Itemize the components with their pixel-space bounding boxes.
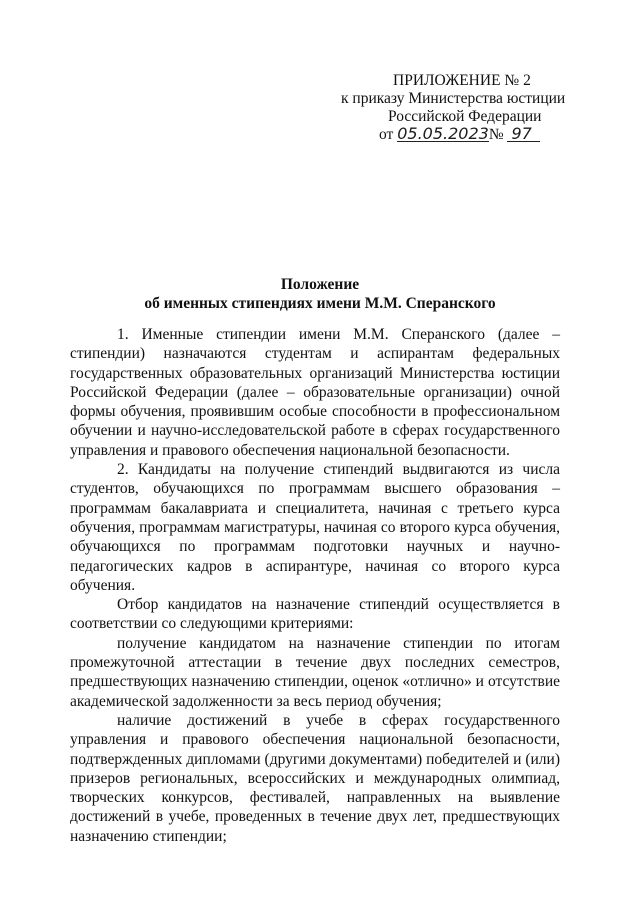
paragraph-5: наличие достижений в учебе в сферах государственного управления и правового обеспечения национальной безопасности, подтвержденных дипломами (другими документами) победителей и (или) призеров региональных, всероссийских и международных олимпиад, творческих конкурсов, фестивалей, направленных на выявление достижений в учебе, проведенных в течение двух лет, предшествующих назначению стипендии; [70,711,560,845]
annex-header [341,72,581,144]
paragraph-2: 2. Кандидаты на получение стипендий выдвигаются из числа студентов, обучающихся по программам высшего образования – программам бакалавриата и специалитета, начиная с третьего курса обучения, программам магистратуры, начиная со второго курса обучения, обучающихся по программам подготовки научных и научно-педагогических кадров в аспирантуре, начиная со второго курса обучения. [70,461,560,594]
document-body [70,325,560,846]
handwritten-date: 05.05.2023 [397,124,489,143]
paragraph-1: 1. Именные стипендии имени М.М. Сперанского (далее – стипендии) назначаются студентам и аспирантам федеральных государственных образовательных организаций Министерства юстиции Российской Федерации (далее – образовательные организации) очной формы обучения, проявившим особые способности в профессиональном обучении и научно-исследовательской работе в сферах государственного управления и правового обеспечения национальной безопасности. [70,326,560,459]
annex-order-line: к приказу Министерства юстиции [341,90,566,107]
document-subtitle: об именных стипендиях имени М.М. Сперанского [144,295,496,312]
handwritten-number: 97 [507,126,539,142]
number-prefix: № [488,126,504,143]
annex-title: ПРИЛОЖЕНИЕ № 2 [393,72,531,89]
annex-date-line [341,126,581,144]
document-title: Положение [280,276,360,293]
date-prefix: от [379,126,394,143]
paragraph-4: получение кандидатом на назначение стипендии по итогам промежуточной аттестации в течение двух последних семестров, предшествующих назначению стипендии, оценок «отлично» и отсутствие академической задолженности за весь период обучения; [70,634,560,710]
paragraph-3: Отбор кандидатов на назначение стипендий осуществляется в соответствии со следующими критериями: [70,596,560,633]
annex-federation-line: Российской Федерации [388,108,542,125]
